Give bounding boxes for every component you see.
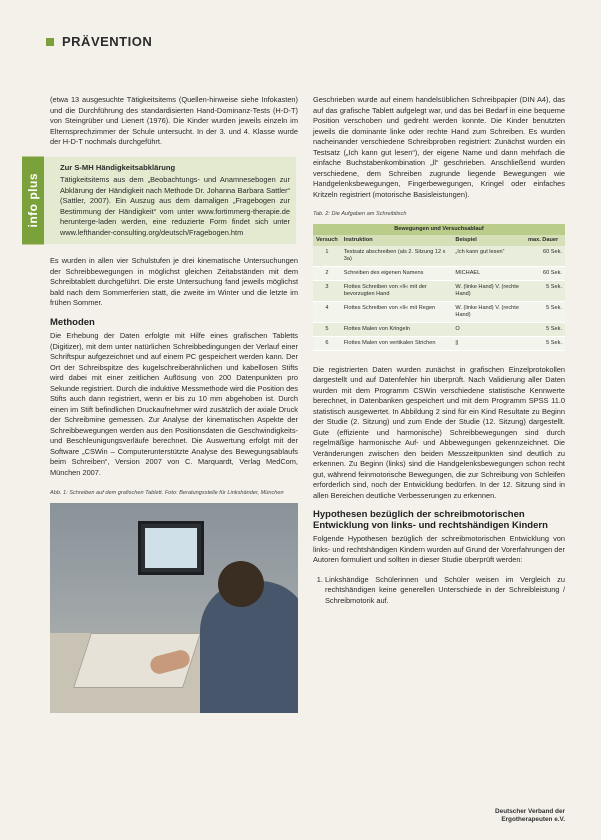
table-cell: 3	[313, 280, 341, 301]
table-cell: O	[452, 322, 525, 336]
footer-line: Ergotherapeuten e.V.	[501, 816, 565, 823]
left-column	[25, 95, 298, 713]
study-paragraph: Es wurden in allen vier Schulstufen je drei kinematische Untersuchungen der Schreibbewegungen in möglichst gleichen Zeitabständen mit dem Schreibtablett durchgeführt. Die erste Untersuchung fand jeweils möglichst bald nach dem Sommerferien statt, die zweite im Winter und die letzte im frühen Sommer.	[50, 256, 298, 307]
table-row	[313, 301, 565, 322]
table-cell: 5 Sek.	[525, 280, 565, 301]
table-row	[313, 322, 565, 336]
section-marker-icon	[46, 38, 54, 46]
methods-paragraph: Die Erhebung der Daten erfolgte mit Hilfe eines grafischen Tabletts (Digitizer), mit dem unter natürlichen Schreibbedingungen der Verlauf einer Schriftspur aufgezeichnet und auf einem PC gespeichert werden kann. Der Ort der Schreibspitze des kugelschreiberähnlichen und kabellosen Stifts wird dabei mit einer zeitlichen Auflösung von 200 Datenpunkten pro Sekunde registriert. Durch die induktive Messmethode wird die Position des Stifts auch dann registriert, wenn er bis zu 10 mm abgehoben ist. Durch einen im Stift befindlichen Druckaufnehmer wird zusätzlich der axiale Druck der Schreibmine gemessen. Zur Analyse der kinematischen Aspekte der Schreibbewegungen werden aus den Positionsdaten die Geschwindigkeits- und Beschleunigungsverläufe berechnet. Die Auswertung erfolgt mit der Software „CSWin – Computerunterstützte Analyse des Bewegungsablaufs beim Schreiben“, Version 2007 von C. Marquardt, Verlag MedCom, München 2007.	[50, 331, 298, 477]
info-box-body: Tätigkeitsitems aus dem „Beobachtungs- und Anamnesebogen zur Abklärung der Händigkeit nach Methode Dr. Johanna Barbara Sattler“ (Sattler, 2007). Ein Auszug aus dem damaligen „Fragebogen zur Bestimmung der Händigkeit“ vom unter www.fortimmerg-therapie.de herunterge-laden werden, eine reduzierte Form findet sich unter www.lefthander-consulting.org/deutsch/Fragebogen.htm	[60, 175, 290, 237]
section-title: PRÄVENTION	[62, 34, 153, 49]
table-cell: 60 Sek.	[525, 246, 565, 267]
info-box-title: Zur S-MH Händigkeitsabklärung	[60, 162, 176, 172]
methods-heading: Methoden	[50, 316, 95, 328]
intro-paragraph: (etwa 13 ausgesuchte Tätigkeitsitems (Quellen-hinweise siehe Infokasten) und die Durchführung des standardisierten Hand-Dominanz-Tests (H-D-T) von Steingrüber und Lienert (1976). Die Kinder wurden jeweils einzeln im Elternsprechzimmer der Schule untersucht. In der 3. und 4. Klasse wurde der H-D-T nochmals durchgeführt.	[50, 95, 298, 146]
table-cell: Flottes Malen von vertikalen Strichen	[341, 336, 453, 350]
table-caption: Tab. 2: Die Aufgaben am Schreibtisch	[313, 211, 407, 217]
footer-line: Deutscher Verband der	[495, 808, 565, 815]
table-row	[313, 246, 565, 267]
hypotheses-intro: Folgende Hypothesen bezüglich der schreibmotorischen Entwicklung von links- und rechtshändigen Kindern wurden auf Grund der Vorerfahrungen der Autoren formuliert und sollten in dieser Studie überprüft werden:	[313, 534, 565, 564]
table-cell: 60 Sek.	[525, 266, 565, 280]
table-cell: MICHAEL	[452, 266, 525, 280]
table-cell: 5 Sek.	[525, 322, 565, 336]
table-cell: Testsatz abschreiben (als 2. Sitzung 12 x 3a)	[341, 246, 453, 267]
table-row	[313, 280, 565, 301]
table-cell: 1	[313, 246, 341, 267]
table-cell: W. (linke Hand) V. (rechte Hand)	[452, 280, 525, 301]
table-cell: Flottes Malen von Kringeln	[341, 322, 453, 336]
table-cell: 6	[313, 336, 341, 350]
table-header: Beispiel	[452, 235, 525, 246]
writing-tablet-photo	[50, 503, 298, 713]
table-cell: 5	[313, 322, 341, 336]
table-cell: W. (linke Hand) V. (rechte Hand)	[452, 301, 525, 322]
results-paragraph: Die registrierten Daten wurden zunächst in grafischen Einzelprotokollen dargestellt und auf Datenfehler hin überprüft. Nach Validierung aller Daten wurden mit dem Programm CSWin verschiedene statistische Kennwerte berechnet, in Datenbanken gespeichert und mit dem Programm SPSS 11.0 statistisch ausgewertet. In Abbildung 2 sind für ein Kind Resultate zu Beginn der Studie (2. Sitzung) und zum Ende der Studie (12. Sitzung) dargestellt. Gute (effiziente und harmonische) Schreibbewegungen sind durch regelmäßige harmonische Auf- und Abbewegungen gekennzeichnet. Die Veränderungen zwischen den beiden Messzeitpunkten sind deutlich zu erkennen. Zu Beginn (links) sind die Handgelenksbewegungen schon recht gut, während feinmotorische Bewegungen, die zur Schreibung von Schleifen erforderlich sind, noch der Entwicklung bedürfen. In der 12. Sitzung sind in allen Bereichen deutliche Verbesserungen zu erkennen.	[313, 364, 565, 500]
right-column	[313, 95, 565, 610]
writing-paragraph: Geschrieben wurde auf einem handelsüblichen Schreibpapier (DIN A4), das auf das grafische Tablett aufgelegt war, und das bei Bedarf in eine bequeme Position verschoben und gedreht werden konnte. Die Kinder benutzten jeweils die dominante linke oder rechte Hand zum Schreiben. Es wurden nacheinander verschiedene Schreibproben registriert: Zunächst wurden ein Testsatz („Ich kann gut lesen“), der eigene Name und dann mehrfach die einfache Buchstabenkombination „ll“ geschrieben. Anschließend wurden verschiedene, dem Schreiben zugrunde liegende Bewegungen wie Handgelenksbewegungen, Fingerbewegungen, Kringel oder einfaches Kritzeln registriert (motorische Basisleistungen).	[313, 95, 565, 199]
table-cell: 5 Sek.	[525, 336, 565, 350]
section-header	[46, 34, 152, 49]
monitor-image	[138, 521, 204, 575]
table-cell: 2	[313, 266, 341, 280]
table-super-header: Bewegungen und Versuchsablauf	[313, 224, 565, 235]
hypotheses-list	[313, 575, 565, 607]
table-header: Instruktion	[341, 235, 453, 246]
table-cell: 5 Sek.	[525, 301, 565, 322]
table-cell: Flottes Schreiben von »ll« mit Regen	[341, 301, 453, 322]
info-plus-label: info plus	[22, 157, 44, 245]
table-header: Versuch	[313, 235, 341, 246]
publisher-footer	[495, 808, 565, 824]
table-header: max. Dauer	[525, 235, 565, 246]
table-cell: Schreiben des eigenen Namens	[341, 266, 453, 280]
tasks-table	[313, 224, 565, 351]
figure-caption: Abb. 1: Schreiben auf dem grafischen Tablett. Foto: Beratungsstelle für Linkshänder, München	[50, 490, 284, 496]
table-cell: „Ich kann gut lesen“	[452, 246, 525, 267]
hypotheses-heading: Hypothesen bezüglich der schreibmotorischen Entwicklung von links- und rechtshändigen Kindern	[313, 509, 548, 531]
table-cell: 4	[313, 301, 341, 322]
list-item: 1. Linkshändige Schülerinnen und Schüler weisen im Vergleich zu rechtshändigen keine generellen Unterschiede in der Schreibleistung / Schreibmotorik auf.	[325, 575, 565, 607]
table-cell: ||	[452, 336, 525, 350]
info-box	[25, 157, 296, 245]
table-row	[313, 336, 565, 350]
table-cell: Flottes Schreiben von »ll« mit der bevorzugten Hand	[341, 280, 453, 301]
table-row	[313, 266, 565, 280]
